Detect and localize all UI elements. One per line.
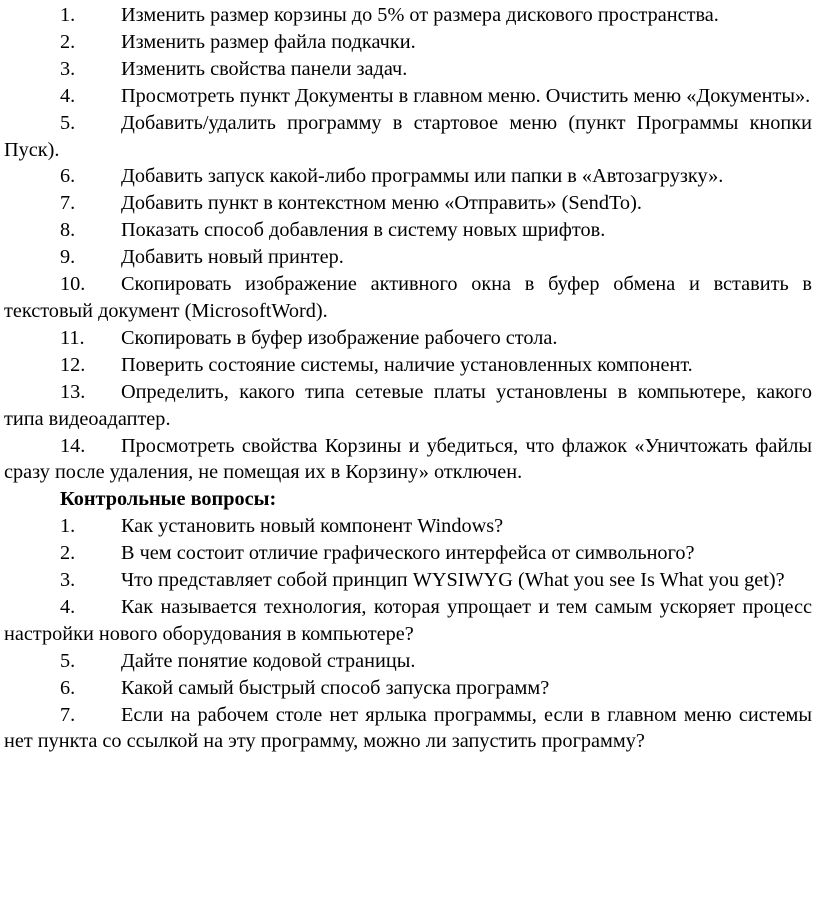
question-item: [4, 540, 812, 567]
question-text: Если на рабочем столе нет ярлыка программы, если в главном меню системы нет пункта со ссылкой на эту программу, можно ли запустить программу?: [4, 703, 812, 753]
task-item: [4, 271, 812, 325]
task-text: Скопировать в буфер изображение рабочего стола.: [121, 326, 558, 349]
task-text: Скопировать изображение активного окна в буфер обмена и вставить в текстовый документ (MicrosoftWord).: [4, 273, 812, 322]
task-number: 9.: [60, 246, 76, 269]
question-list: [4, 513, 812, 755]
question-number: 3.: [60, 569, 76, 592]
task-text: Добавить/удалить программу в стартовое меню (пункт Программы кнопки Пуск).: [4, 111, 812, 161]
task-item: [4, 163, 812, 190]
question-text: Дайте понятие кодовой страницы.: [121, 649, 416, 672]
task-text: Просмотреть свойства Корзины и убедиться, что флажок «Уничтожать файлы сразу после удаления, не помещая их в Корзину» отключен.: [4, 434, 812, 484]
questions-heading: Контрольные вопросы:: [60, 488, 277, 511]
task-text: Поверить состояние системы, наличие установленных компонент.: [121, 353, 693, 376]
task-item: [4, 190, 812, 217]
question-number: 6.: [60, 676, 76, 699]
task-list: [4, 2, 812, 486]
question-text: Как установить новый компонент Windows?: [121, 515, 504, 538]
task-item: [4, 110, 812, 164]
task-text: Изменить размер корзины до 5% от размера дискового пространства.: [121, 4, 719, 26]
task-number: 7.: [60, 192, 76, 215]
question-item: [4, 702, 812, 756]
task-number: 8.: [60, 219, 76, 242]
task-item: [4, 352, 812, 379]
question-number: 4.: [60, 595, 76, 618]
question-number: 7.: [60, 703, 76, 726]
question-text: В чем состоит отличие графического интерфейса от символьного?: [121, 542, 695, 565]
question-item: [4, 675, 812, 702]
task-text: Добавить новый принтер.: [121, 246, 344, 269]
task-number: 1.: [60, 4, 76, 26]
question-number: 1.: [60, 515, 76, 538]
question-text: Как называется технология, которая упрощает и тем самым ускоряет процесс настройки нового оборудования в компьютере?: [4, 595, 812, 645]
task-number: 6.: [60, 165, 76, 188]
task-text: Определить, какого типа сетевые платы установлены в компьютере, какого типа видеоадаптер.: [4, 380, 812, 430]
task-item: [4, 379, 812, 433]
task-number: 3.: [60, 57, 76, 80]
question-item: [4, 594, 812, 648]
task-text: Добавить пункт в контекстном меню «Отправить» (SendTo).: [121, 192, 642, 215]
task-text: Просмотреть пункт Документы в главном меню. Очистить меню «Документы».: [121, 84, 811, 107]
task-number: 2.: [60, 30, 76, 53]
task-item: [4, 433, 812, 487]
question-number: 2.: [60, 542, 76, 565]
document-page: [4, 2, 812, 755]
task-number: 11.: [60, 326, 85, 349]
task-text: Добавить запуск какой-либо программы или папки в «Автозагрузку».: [121, 165, 724, 188]
task-text: Изменить свойства панели задач.: [121, 57, 408, 80]
task-item: [4, 2, 812, 29]
task-item: [4, 29, 812, 56]
task-item: [4, 56, 812, 83]
question-item: [4, 648, 812, 675]
task-item: [4, 325, 812, 352]
question-text: Какой самый быстрый способ запуска программ?: [121, 676, 550, 699]
task-text: Показать способ добавления в систему новых шрифтов.: [121, 219, 606, 242]
task-number: 4.: [60, 84, 76, 107]
task-item: [4, 217, 812, 244]
task-number: 12.: [60, 353, 86, 376]
task-number: 5.: [60, 111, 76, 134]
task-item: [4, 244, 812, 271]
question-text: Что представляет собой принцип WYSIWYG (What you see Is What you get)?: [121, 569, 785, 592]
task-number: 10.: [60, 273, 86, 296]
question-item: [4, 513, 812, 540]
question-item: [4, 567, 812, 594]
task-number: 13.: [60, 380, 86, 403]
task-number: 14.: [60, 434, 86, 457]
task-text: Изменить размер файла подкачки.: [121, 30, 416, 53]
task-item: [4, 83, 812, 110]
question-number: 5.: [60, 649, 76, 672]
